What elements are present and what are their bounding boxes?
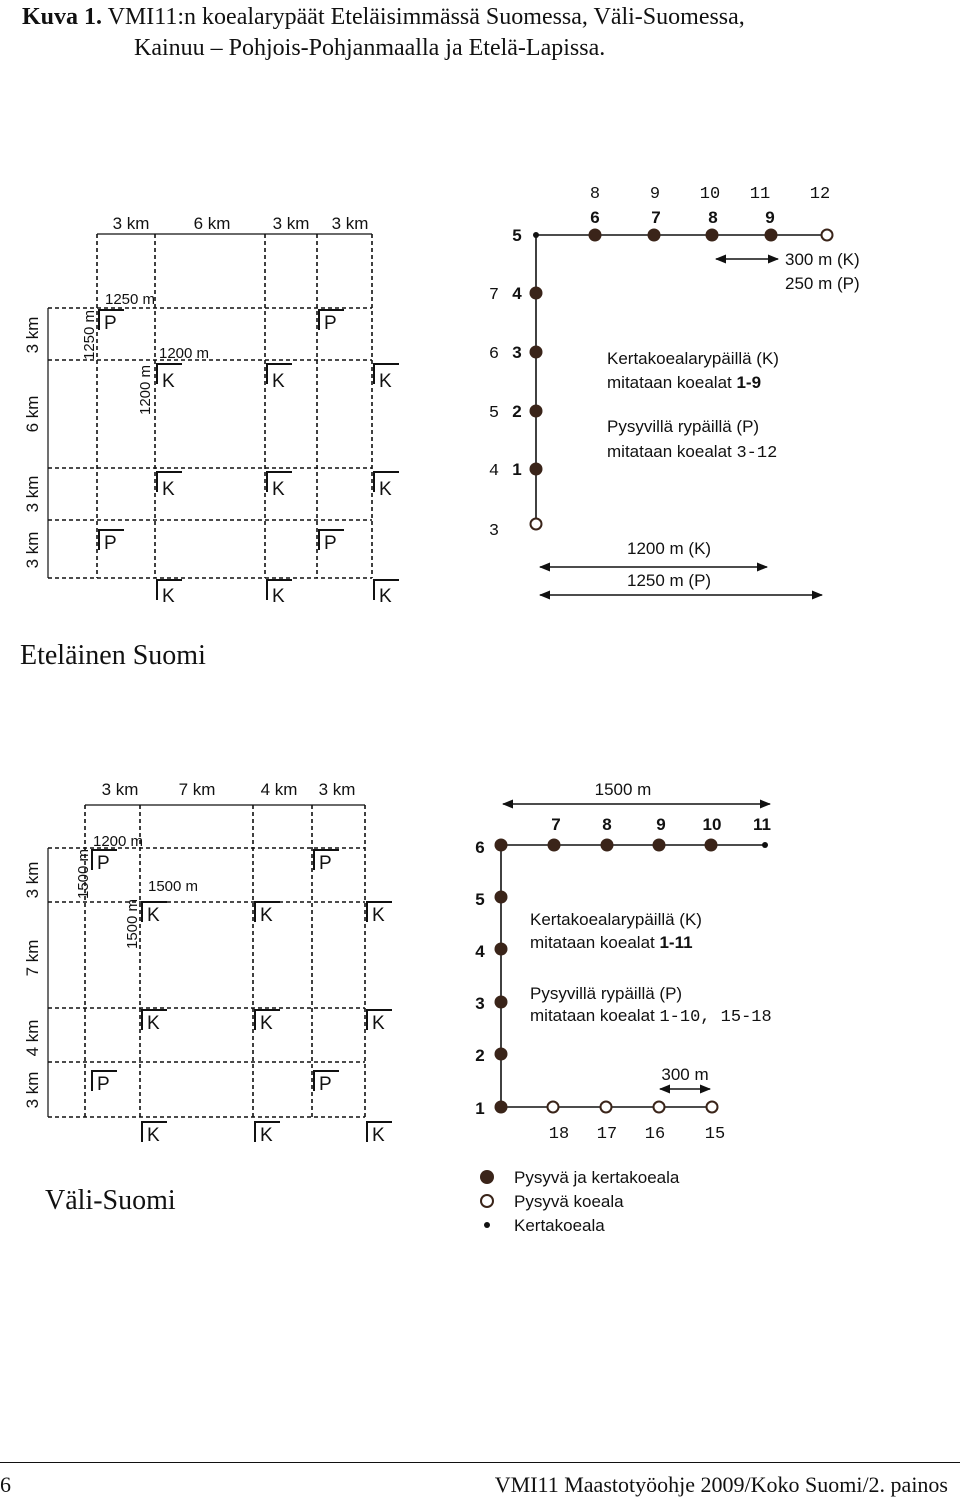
middle-top-distance: 7 km: [178, 780, 216, 799]
spacing-p: 250 m (P): [785, 274, 860, 293]
pysyva-ja-kerta-plot: [530, 405, 543, 418]
cluster-p: P: [97, 853, 110, 874]
plot-number-bold: 2: [512, 402, 522, 421]
pysyva-plot: [531, 519, 542, 530]
cluster-k: K: [372, 1013, 385, 1034]
cluster-k: K: [162, 371, 175, 392]
plot-number-bold: 9: [656, 815, 666, 834]
middle-inner-offset-h: 1500 m: [148, 878, 199, 895]
plot-number-bold: 1: [475, 1099, 485, 1118]
south-notes: [607, 250, 860, 590]
p-info-line-1: Pysyvillä rypäillä (P): [530, 984, 683, 1003]
plot-number-bold: 8: [602, 815, 612, 834]
south-left-distance: 3 km: [23, 316, 42, 354]
south-top-distance: 3 km: [112, 214, 150, 233]
cluster-k: K: [147, 1013, 160, 1034]
south-top-distance: 3 km: [331, 214, 369, 233]
plot-number-bold: 10: [702, 815, 722, 834]
p-info-line-2: mitataan koealat 1-10, 15-18: [530, 1006, 772, 1027]
p-info-line-1: Pysyvillä rypäillä (P): [607, 417, 760, 436]
pysyva-ja-kerta-plot: [589, 229, 602, 242]
cluster-p: P: [324, 313, 337, 334]
plot-number: 6: [488, 345, 500, 364]
plot-number: 18: [548, 1125, 570, 1144]
middle-left-distance: 4 km: [23, 1019, 42, 1057]
south-inner-offset-h: 1200 m: [159, 345, 210, 362]
kerta-plot: [762, 842, 768, 848]
pysyva-ja-kerta-plot: [530, 346, 543, 359]
plot-number-bold: 5: [512, 226, 522, 245]
pysyva-ja-kerta-plot: [765, 229, 778, 242]
side-length-k: 1200 m (K): [627, 539, 712, 558]
pysyva-plot: [707, 1102, 718, 1113]
pysyva-plot: [822, 230, 833, 241]
plot-number: 3: [488, 522, 500, 541]
pysyva-plot: [601, 1102, 612, 1113]
plot-number: 7: [488, 286, 500, 305]
cluster-k: K: [162, 586, 175, 607]
cluster-p: P: [319, 853, 332, 874]
plot-number-bold: 4: [475, 942, 485, 961]
plot-number-bold: 4: [512, 284, 522, 303]
spacing: 300 m: [661, 1065, 709, 1084]
plot-number: 15: [704, 1125, 726, 1144]
legend-open-marker: [481, 1195, 493, 1207]
pysyva-ja-kerta-plot: [530, 287, 543, 300]
caption-line-2: Kainuu – Pohjois-Pohjanmaalla ja Etelä-Lapissa.: [134, 35, 606, 61]
page-number: 6: [0, 1472, 11, 1497]
cluster-k: K: [272, 479, 285, 500]
plot-number-bold: 1: [512, 460, 522, 479]
cluster-k: K: [272, 371, 285, 392]
legend-filled-marker: [480, 1170, 494, 1184]
south-left-distance: 3 km: [23, 531, 42, 569]
caption-label: Kuva 1.: [22, 4, 103, 30]
pysyva-ja-kerta-plot: [706, 229, 719, 242]
plot-number-bold: 7: [551, 815, 561, 834]
middle-top-distance: 3 km: [101, 780, 139, 799]
cluster-k: K: [372, 1125, 385, 1146]
side-length: 1500 m: [594, 780, 652, 799]
pysyva-ja-kerta-plot: [653, 839, 666, 852]
south-inner-offset-v: 1200 m: [137, 364, 154, 416]
middle-notes: [530, 780, 772, 1084]
kerta-plot: [533, 232, 539, 238]
middle-plots: [495, 839, 769, 1114]
plot-number: 4: [488, 462, 500, 481]
cluster-k: K: [260, 1013, 273, 1034]
k-info-line-2: mitataan koealat 1-9: [607, 373, 762, 392]
cluster-p: P: [319, 1074, 332, 1095]
plot-number-bold: 9: [765, 208, 775, 227]
region-title-south: Eteläinen Suomi: [20, 640, 206, 671]
cluster-p: P: [104, 313, 117, 334]
cluster-p: P: [324, 533, 337, 554]
pysyva-ja-kerta-plot: [705, 839, 718, 852]
south-outer-offset-h: 1250 m: [105, 291, 156, 308]
cluster-k: K: [147, 905, 160, 926]
k-info-line-1: Kertakoealarypäillä (K): [607, 349, 779, 368]
plot-number: 12: [809, 185, 831, 204]
spacing-k: 300 m (K): [785, 250, 860, 269]
plot-number-bold: 2: [475, 1046, 485, 1065]
plot-number: 16: [644, 1125, 666, 1144]
cluster-k: K: [147, 1125, 160, 1146]
plot-number-bold: 3: [475, 994, 485, 1013]
p-info-line-2: mitataan koealat 3-12: [607, 442, 778, 463]
plot-number-bold: 3: [512, 343, 522, 362]
legend: [480, 1168, 680, 1235]
middle-top-distance: 3 km: [318, 780, 356, 799]
middle-plot-numbers: [475, 815, 771, 1144]
plot-number-bold: 6: [475, 838, 485, 857]
plot-number-bold: 7: [651, 208, 661, 227]
south-cluster-letters: [104, 313, 392, 607]
plot-number-bold: 11: [753, 815, 771, 834]
south-grid: [48, 234, 372, 578]
cluster-k: K: [260, 1125, 273, 1146]
k-info-line-2: mitataan koealat 1-11: [530, 933, 693, 952]
cluster-k: K: [379, 479, 392, 500]
middle-outer-offset-h: 1200 m: [93, 833, 144, 850]
plot-number-bold: 6: [590, 208, 600, 227]
pysyva-ja-kerta-plot: [495, 1048, 508, 1061]
pysyva-ja-kerta-plot: [648, 229, 661, 242]
cluster-k: K: [379, 586, 392, 607]
pysyva-plot: [548, 1102, 559, 1113]
legend-filled-label: Pysyvä ja kertakoeala: [514, 1168, 680, 1187]
cluster-p: P: [97, 1074, 110, 1095]
middle-distance-labels: [23, 780, 355, 1108]
plot-number: 5: [488, 404, 500, 423]
cluster-k: K: [272, 586, 285, 607]
south-cluster-markers: [99, 310, 399, 600]
plot-number: 10: [699, 185, 721, 204]
legend-small-label: Kertakoeala: [514, 1216, 605, 1235]
pysyva-ja-kerta-plot: [548, 839, 561, 852]
plot-number: 11: [749, 185, 771, 204]
south-left-distance: 3 km: [23, 475, 42, 513]
footer-text: VMI11 Maastotyöohje 2009/Koko Suomi/2. painos: [494, 1472, 948, 1497]
pysyva-ja-kerta-plot: [495, 891, 508, 904]
plot-number: 8: [589, 185, 601, 204]
cluster-p: P: [104, 533, 117, 554]
pysyva-ja-kerta-plot: [495, 839, 508, 852]
cluster-k: K: [162, 479, 175, 500]
middle-left-distance: 7 km: [23, 939, 42, 977]
middle-inner-offset-v: 1500 m: [124, 898, 141, 950]
south-top-distance: 6 km: [193, 214, 231, 233]
pysyva-ja-kerta-plot: [601, 839, 614, 852]
pysyva-ja-kerta-plot: [530, 463, 543, 476]
middle-top-distance: 4 km: [260, 780, 298, 799]
region-title-middle: Väli-Suomi: [45, 1185, 176, 1216]
legend-small-marker: [484, 1222, 490, 1228]
plot-number-bold: 5: [475, 890, 485, 909]
cluster-k: K: [379, 371, 392, 392]
south-top-distance: 3 km: [272, 214, 310, 233]
plot-number: 9: [649, 185, 661, 204]
middle-left-distance: 3 km: [23, 861, 42, 899]
side-length-p: 1250 m (P): [627, 571, 712, 590]
south-left-distance: 6 km: [23, 395, 42, 433]
middle-cluster-markers: [92, 850, 392, 1142]
middle-left-distance: 3 km: [23, 1071, 42, 1109]
caption-line-1: VMI11:n koealarypäät Eteläisimmässä Suomessa, Väli-Suomessa,: [107, 4, 745, 30]
pysyva-ja-kerta-plot: [495, 943, 508, 956]
footer-rule: [0, 1462, 960, 1463]
plot-number-bold: 8: [708, 208, 718, 227]
middle-cluster-lines: [501, 845, 767, 1107]
k-info-line-1: Kertakoealarypäillä (K): [530, 910, 702, 929]
legend-open-label: Pysyvä koeala: [514, 1192, 624, 1211]
pysyva-plot: [654, 1102, 665, 1113]
plot-number: 17: [596, 1125, 618, 1144]
cluster-k: K: [372, 905, 385, 926]
south-outer-offset-v: 1250 m: [81, 309, 98, 361]
middle-outer-offset-v: 1500 m: [75, 848, 92, 900]
cluster-k: K: [260, 905, 273, 926]
pysyva-ja-kerta-plot: [495, 996, 508, 1009]
pysyva-ja-kerta-plot: [495, 1101, 508, 1114]
